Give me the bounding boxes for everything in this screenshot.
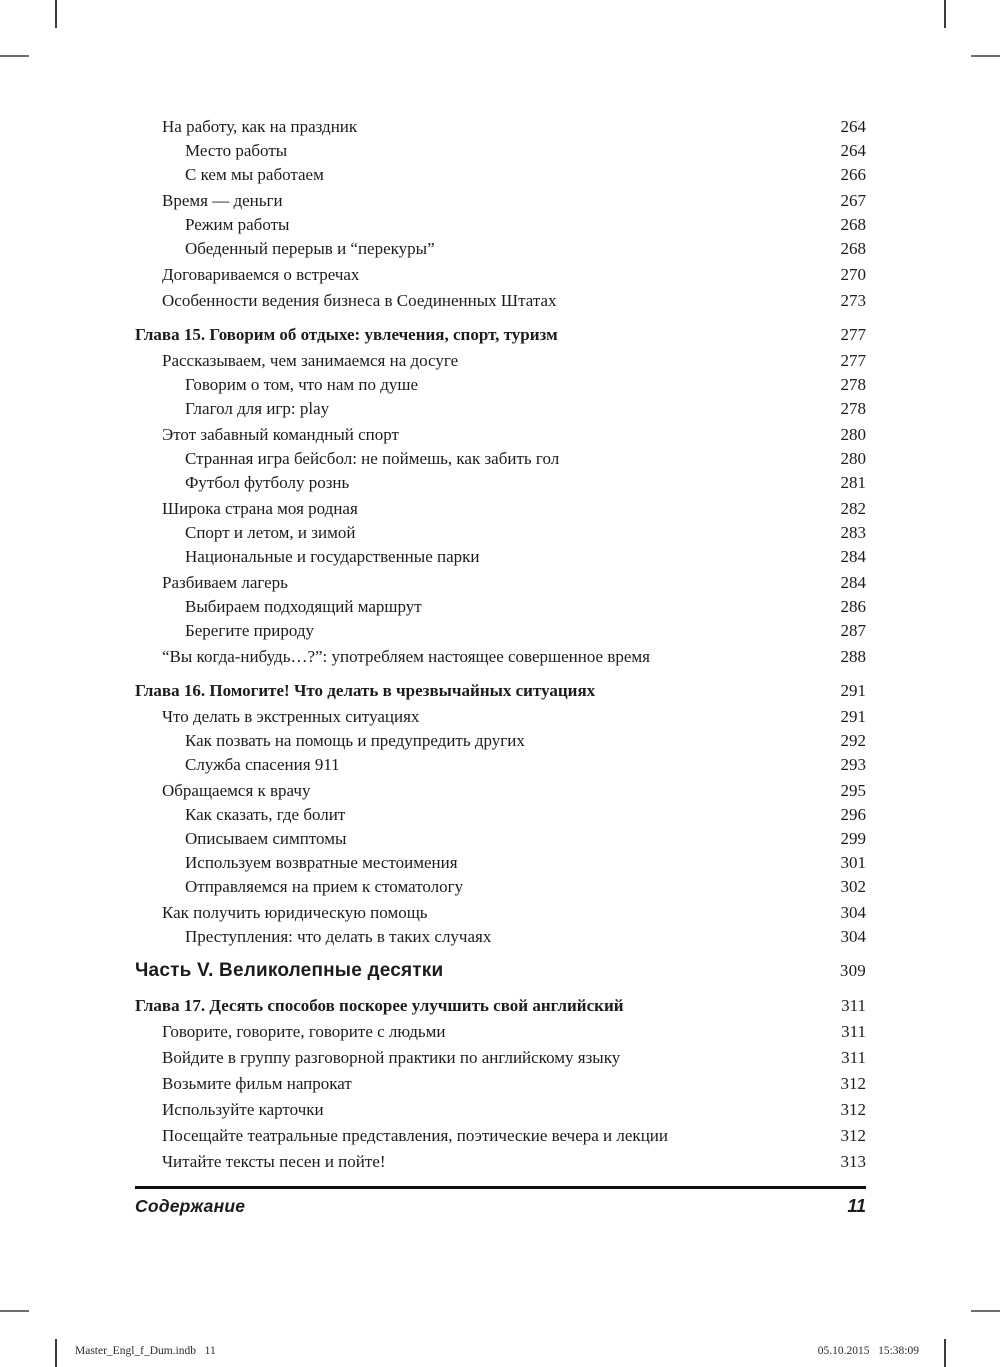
crop-mark-right-top-horizontal <box>971 55 1000 57</box>
toc-entry-page: 313 <box>840 1152 866 1171</box>
toc-entry-page: 282 <box>840 499 866 518</box>
toc-entry-title: Как получить юридическую помощь <box>162 903 428 922</box>
toc-entry-title: Глава 17. Десять способов поскорее улучшить свой английский <box>135 996 624 1015</box>
toc-entry <box>135 705 866 729</box>
toc-entry-title: Режим работы <box>185 215 290 234</box>
toc-entry-page: 302 <box>840 877 866 896</box>
toc-entry-title: Войдите в группу разговорной практики по английскому языку <box>162 1048 621 1067</box>
toc-entry-page: 277 <box>840 351 866 370</box>
toc-entry <box>135 237 866 261</box>
toc-entry-title: Выбираем подходящий маршрут <box>185 597 422 616</box>
toc-entry <box>135 423 866 447</box>
toc-entry-page: 264 <box>840 117 866 136</box>
toc-entry-page: 312 <box>840 1126 866 1145</box>
imprint-filename: Master_Engl_f_Dum.indb 11 <box>75 1345 216 1357</box>
footer-rule <box>135 1186 866 1189</box>
toc-entry-page: 267 <box>840 191 866 210</box>
crop-mark-left-top-horizontal <box>0 55 29 57</box>
toc-entry-title: Этот забавный командный спорт <box>162 425 399 444</box>
toc-entry <box>135 1098 866 1122</box>
toc-entry-title: С кем мы работаем <box>185 165 324 184</box>
toc-entry-page: 312 <box>840 1074 866 1093</box>
footer-section-label: Содержание <box>135 1196 246 1216</box>
toc-entry <box>135 263 866 287</box>
toc-entry <box>135 571 866 595</box>
toc-entry-title: Особенности ведения бизнеса в Соединенных Штатах <box>162 291 557 310</box>
toc-entry-page: 268 <box>840 239 866 258</box>
toc-entry-title: Обеденный перерыв и “перекуры” <box>185 239 435 258</box>
toc-entry-page: 284 <box>840 547 866 566</box>
toc-entry <box>135 875 866 899</box>
toc-entry-page: 293 <box>840 755 866 774</box>
crop-mark-left-bottom-horizontal <box>0 1310 29 1312</box>
toc-entry-title: Договариваемся о встречах <box>162 265 360 284</box>
toc-entry <box>135 397 866 421</box>
toc-entry-page: 281 <box>840 473 866 492</box>
crop-mark-top-left-vertical <box>55 0 57 28</box>
toc-entry-page: 268 <box>840 215 866 234</box>
toc-entry <box>135 323 866 347</box>
toc-entry-title: “Вы когда-нибудь…?”: употребляем настоящее совершенное время <box>162 647 650 666</box>
toc-entry-page: 291 <box>840 707 866 726</box>
toc-entry-title: Обращаемся к врачу <box>162 781 311 800</box>
toc-entry-title: Рассказываем, чем занимаемся на досуге <box>162 351 459 370</box>
toc-entry-title: Посещайте театральные представления, поэтические вечера и лекции <box>162 1126 668 1145</box>
toc-entry <box>135 901 866 925</box>
toc-entry <box>135 779 866 803</box>
toc-entry-title: Преступления: что делать в таких случаях <box>185 927 492 946</box>
toc-entry-page: 311 <box>841 1048 866 1067</box>
toc-entry-title: Глагол для игр: play <box>185 399 330 418</box>
toc-entry-title: Отправляемся на прием к стоматологу <box>185 877 464 896</box>
toc-entry-page: 312 <box>840 1100 866 1119</box>
toc-entry-page: 280 <box>840 449 866 468</box>
toc-entry <box>135 545 866 569</box>
toc-entry-title: Как сказать, где болит <box>185 805 346 824</box>
toc-entry-page: 277 <box>840 325 866 344</box>
toc-entry-page: 288 <box>840 647 866 666</box>
toc-entry-page: 284 <box>840 573 866 592</box>
toc-entry-title: Часть V. Великолепные десятки <box>135 960 444 981</box>
toc-entry-page: 292 <box>840 731 866 750</box>
footer-page-number: 11 <box>847 1196 866 1216</box>
crop-mark-bottom-right-vertical <box>944 1339 946 1367</box>
toc-entry-title: Разбиваем лагерь <box>162 573 288 592</box>
toc-entry <box>135 189 866 213</box>
page-footer <box>135 1186 866 1217</box>
toc-entry <box>135 213 866 237</box>
toc-entry-page: 311 <box>841 996 866 1015</box>
toc-entry-page: 266 <box>840 165 866 184</box>
crop-mark-top-right-vertical <box>944 0 946 28</box>
toc-entry-page: 273 <box>840 291 866 310</box>
toc-entry <box>135 827 866 851</box>
toc-entry <box>135 595 866 619</box>
toc-entry-page: 311 <box>841 1022 866 1041</box>
toc-entry <box>135 1020 866 1044</box>
toc-entry <box>135 1124 866 1148</box>
toc-entry-title: Спорт и летом, и зимой <box>185 523 356 542</box>
imprint-datetime: 05.10.2015 15:38:09 <box>817 1345 919 1357</box>
toc-entry <box>135 729 866 753</box>
toc-entry-title: Используем возвратные местоимения <box>185 853 458 872</box>
toc-entry-title: Как позвать на помощь и предупредить других <box>185 731 525 750</box>
toc-entry <box>135 679 866 703</box>
toc-entry-page: 264 <box>840 141 866 160</box>
toc-entry <box>135 373 866 397</box>
toc-entry-title: Странная игра бейсбол: не поймешь, как забить гол <box>185 449 560 468</box>
toc-entry-title: Берегите природу <box>185 621 315 640</box>
toc-entry-page: 304 <box>840 903 866 922</box>
toc-entry-page: 278 <box>840 375 866 394</box>
toc-entry-page: 280 <box>840 425 866 444</box>
toc-entry-title: Говорите, говорите, говорите с людьми <box>162 1022 446 1041</box>
crop-mark-bottom-left-vertical <box>55 1339 57 1367</box>
toc-entry-page: 278 <box>840 399 866 418</box>
toc-entry <box>135 521 866 545</box>
toc-entry-title: Национальные и государственные парки <box>185 547 480 566</box>
toc-entry-page: 286 <box>840 597 866 616</box>
toc-entry <box>135 958 866 984</box>
toc-entry-title: Читайте тексты песен и пойте! <box>162 1152 386 1171</box>
toc-entry-page: 296 <box>840 805 866 824</box>
toc-entry-title: Служба спасения 911 <box>185 755 340 774</box>
toc-entry <box>135 619 866 643</box>
toc-entry-page: 270 <box>840 265 866 284</box>
toc-entry-title: Широка страна моя родная <box>162 499 358 518</box>
toc-entry <box>135 349 866 373</box>
toc-entry <box>135 163 866 187</box>
toc-entry <box>135 994 866 1018</box>
toc-entry-title: На работу, как на праздник <box>162 117 358 136</box>
toc-entry-title: Описываем симптомы <box>185 829 347 848</box>
toc-entry-title: Возьмите фильм напрокат <box>162 1074 352 1093</box>
toc-entry-page: 283 <box>840 523 866 542</box>
toc-entry-title: Время — деньги <box>162 191 283 210</box>
toc-entry-title: Что делать в экстренных ситуациях <box>162 707 420 726</box>
toc-entry <box>135 1150 866 1174</box>
toc-entry <box>135 803 866 827</box>
toc-entry <box>135 471 866 495</box>
toc-entry <box>135 497 866 521</box>
toc-entry-page: 291 <box>840 681 866 700</box>
toc-entry <box>135 851 866 875</box>
toc-entry-page: 287 <box>840 621 866 640</box>
toc-entry <box>135 925 866 949</box>
toc-entry-page: 301 <box>840 853 866 872</box>
toc-entry-page: 295 <box>840 781 866 800</box>
toc-entry <box>135 289 866 313</box>
toc-entry <box>135 1072 866 1096</box>
footer-row <box>135 1196 866 1217</box>
toc-entry-page: 299 <box>840 829 866 848</box>
toc-list <box>135 113 866 1174</box>
toc-entry-title: Место работы <box>185 141 288 160</box>
toc-entry-title: Глава 16. Помогите! Что делать в чрезвычайных ситуациях <box>135 681 596 700</box>
toc-entry <box>135 645 866 669</box>
toc-entry-title: Используйте карточки <box>162 1100 324 1119</box>
toc-entry <box>135 115 866 139</box>
toc-entry-title: Говорим о том, что нам по душе <box>185 375 419 394</box>
toc-entry-title: Глава 15. Говорим об отдыхе: увлечения, спорт, туризм <box>135 325 558 344</box>
toc-entry-page: 309 <box>839 961 866 980</box>
toc-entry-page: 304 <box>840 927 866 946</box>
toc-entry-title: Футбол футболу рознь <box>185 473 350 492</box>
crop-mark-right-bottom-horizontal <box>971 1310 1000 1312</box>
toc-entry <box>135 1046 866 1070</box>
toc-entry <box>135 447 866 471</box>
toc-entry <box>135 139 866 163</box>
toc-entry <box>135 753 866 777</box>
